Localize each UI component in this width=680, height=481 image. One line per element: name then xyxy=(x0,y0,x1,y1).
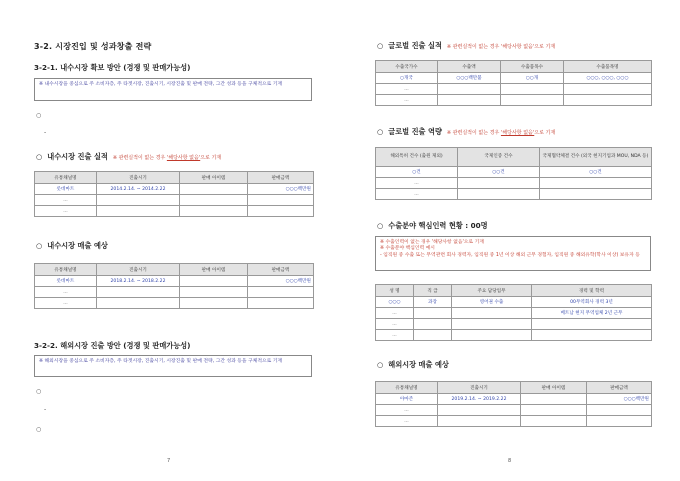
global-capacity-title: 글로벌 진출 역량 xyxy=(388,127,442,136)
table-row xyxy=(35,276,314,287)
table-cell: 00무역회사 경력 3년 xyxy=(532,297,652,308)
global-results-title: 글로벌 진출 실적 xyxy=(388,41,442,50)
table-cell: 영어권 수출 xyxy=(452,297,532,308)
table-header: 경력 및 학력 xyxy=(532,285,652,297)
overseas-forecast-table xyxy=(375,381,652,427)
page-number: 8 xyxy=(508,458,512,464)
table-cell xyxy=(521,394,587,405)
table-header: 수출품목수 xyxy=(501,61,564,73)
table-header: 성 명 xyxy=(376,285,414,297)
empty-bullet-circle: ○ xyxy=(36,426,42,433)
overseas-instruction-box xyxy=(34,355,312,377)
table-row xyxy=(376,189,652,200)
table-cell: ... xyxy=(376,416,438,427)
overseas-forecast-title: 해외시장 매출 예상 xyxy=(388,360,449,369)
table-header: 해외특허 건수 (출원 제외) xyxy=(376,148,458,167)
table-row xyxy=(35,287,314,298)
instruction-line: ※ 수출분야 핵심인력 예시 xyxy=(380,246,435,252)
domestic-forecast-title: 내수시장 매출 예상 xyxy=(47,241,108,250)
table-cell: ○○○백만원 xyxy=(248,184,314,195)
table-cell: ... xyxy=(376,95,438,106)
table-cell: 롯데마트 xyxy=(35,184,97,195)
domestic-results-note: ※ 관련실적이 없는 경우 '해당사항 없음'으로 기재 xyxy=(112,155,222,161)
table-row xyxy=(376,416,652,427)
bullet-circle: ○ xyxy=(377,127,384,136)
table-header: 진출시기 xyxy=(97,264,180,276)
table-cell: ... xyxy=(35,206,97,217)
domestic-results-title: 내수시장 진출 실적 xyxy=(47,152,108,161)
export-staff-heading xyxy=(377,221,488,231)
subsection-overseas-heading: 3-2-2. 해외시장 진출 방안 (경쟁 및 판매가능성) xyxy=(34,341,191,350)
table-header: 수출품목명 xyxy=(564,61,652,73)
global-results-table xyxy=(375,60,652,106)
table-cell: 2019.2.14. ~ 2019.2.22 xyxy=(438,394,521,405)
table-header: 유통채널명 xyxy=(35,264,97,276)
table-header: 주요 담당업무 xyxy=(452,285,532,297)
instruction-line: ※ 수출인력이 없는 경우 '해당사항 없음'으로 기재 xyxy=(380,240,484,245)
overseas-instruction-text: ※ 해외시장을 중심으로 주 소비자층, 주 타겟시장, 진출시기, 시장진출 및 판매 전략, 그간 성과 등을 구체적으로 기재 xyxy=(39,359,283,364)
table-row xyxy=(35,298,314,309)
table-header: 판매 아이템 xyxy=(521,382,587,394)
export-staff-table xyxy=(375,284,652,341)
table-row xyxy=(376,95,652,106)
domestic-instruction-box xyxy=(34,78,312,101)
empty-bullet-dash: - xyxy=(44,129,47,136)
table-cell: ... xyxy=(376,319,414,330)
instruction-line: - 입직원 중 수출 또는 무역관련 회사 경력자, 입직원 중 1년 이상 해외 근무 경험자, 입직원 중 해외유학(학사 이상) 보유자 등 xyxy=(380,252,640,258)
table-cell: ○○건 xyxy=(540,167,652,178)
domestic-results-heading xyxy=(36,152,221,162)
table-cell: ○○○, ○○○, ○○○ xyxy=(564,73,652,84)
table-cell: ... xyxy=(376,308,414,319)
table-header: 판매 아이템 xyxy=(180,264,248,276)
table-cell xyxy=(180,184,248,195)
table-cell: ... xyxy=(376,84,438,95)
domestic-forecast-heading xyxy=(36,241,108,251)
global-capacity-note: ※ 관련실적이 없는 경우 '해당사항 없음'으로 기재 xyxy=(446,130,556,136)
bullet-circle: ○ xyxy=(36,241,43,250)
table-cell: ○○○백만원 xyxy=(587,394,652,405)
table-header: 유통채널명 xyxy=(376,382,438,394)
table-row xyxy=(376,297,652,308)
table-cell xyxy=(180,276,248,287)
empty-bullet-circle: ○ xyxy=(36,112,42,119)
table-header: 진출시기 xyxy=(97,172,180,184)
global-capacity-heading xyxy=(377,127,555,137)
table-header: 국제인증 건수 xyxy=(458,148,540,167)
page-8 xyxy=(340,0,680,481)
table-cell: ○○개 xyxy=(501,73,564,84)
table-cell: ○개국 xyxy=(376,73,438,84)
table-cell: ... xyxy=(376,330,414,341)
table-cell: 과장 xyxy=(414,297,452,308)
section-heading: 3-2. 시장진입 및 성과창출 전략 xyxy=(34,42,152,51)
table-row xyxy=(35,184,314,195)
table-header: 수출국가수 xyxy=(376,61,438,73)
global-capacity-table xyxy=(375,147,652,200)
table-row xyxy=(376,178,652,189)
table-row xyxy=(376,84,652,95)
table-row xyxy=(35,206,314,217)
table-cell: ... xyxy=(376,405,438,416)
empty-bullet-dash: - xyxy=(44,406,47,413)
subsection-domestic-heading: 3-2-1. 내수시장 확보 방안 (경쟁 및 판매가능성) xyxy=(34,63,191,72)
table-cell: ○○○백만불 xyxy=(438,73,501,84)
table-header: 판매금액 xyxy=(587,382,652,394)
table-row xyxy=(376,405,652,416)
domestic-results-table xyxy=(34,171,314,217)
bullet-circle: ○ xyxy=(377,221,384,230)
domestic-instruction-text: ※ 내수시장을 중심으로 주 소비자층, 주 타겟시장, 진출시기, 시장진출 및 판매 전략, 그간 성과 등을 구체적으로 기재 xyxy=(39,82,283,87)
bullet-circle: ○ xyxy=(377,360,384,369)
table-header: 국제협약체결 건수 (외국 현지기업과 MOU, NDA 등) xyxy=(540,148,652,167)
table-cell: ... xyxy=(376,178,458,189)
table-header: 수출액 xyxy=(438,61,501,73)
table-row xyxy=(376,394,652,405)
table-cell: 2014.2.14. ~ 2014.2.22 xyxy=(97,184,180,195)
global-results-heading xyxy=(377,41,555,51)
table-cell: ... xyxy=(35,195,97,206)
table-header: 유통채널명 xyxy=(35,172,97,184)
table-header: 판매금액 xyxy=(248,264,314,276)
bullet-circle: ○ xyxy=(377,41,384,50)
table-cell: ○○○ xyxy=(376,297,414,308)
table-cell: ... xyxy=(35,287,97,298)
table-row xyxy=(376,319,652,330)
table-cell: 롯데마트 xyxy=(35,276,97,287)
table-row xyxy=(376,308,652,319)
table-cell: ... xyxy=(35,298,97,309)
table-row xyxy=(376,73,652,84)
table-row xyxy=(35,195,314,206)
table-cell: 2018.2.14. ~ 2018.2.22 xyxy=(97,276,180,287)
table-header: 판매금액 xyxy=(248,172,314,184)
table-cell: ○○○백만원 xyxy=(248,276,314,287)
table-cell: ... xyxy=(376,189,458,200)
table-cell: 아마존 xyxy=(376,394,438,405)
table-row xyxy=(376,330,652,341)
table-cell: ○건 xyxy=(376,167,458,178)
domestic-forecast-table xyxy=(34,263,314,309)
table-row xyxy=(376,167,652,178)
empty-bullet-circle: ○ xyxy=(36,388,42,395)
table-cell: ○○건 xyxy=(458,167,540,178)
table-header: 진출시기 xyxy=(438,382,521,394)
export-staff-instruction-box xyxy=(375,236,651,271)
table-cell: 베트남 현지 무역업체 2년 근무 xyxy=(532,308,652,319)
bullet-circle: ○ xyxy=(36,152,43,161)
table-header: 판매 아이템 xyxy=(180,172,248,184)
page-number: 7 xyxy=(167,458,171,464)
table-header: 직 급 xyxy=(414,285,452,297)
global-results-note: ※ 관련실적이 없는 경우 '해당사항 없음'으로 기재 xyxy=(446,44,556,50)
overseas-forecast-heading xyxy=(377,360,449,370)
export-staff-title: 수출분야 핵심인력 현황 : 00명 xyxy=(388,221,488,230)
